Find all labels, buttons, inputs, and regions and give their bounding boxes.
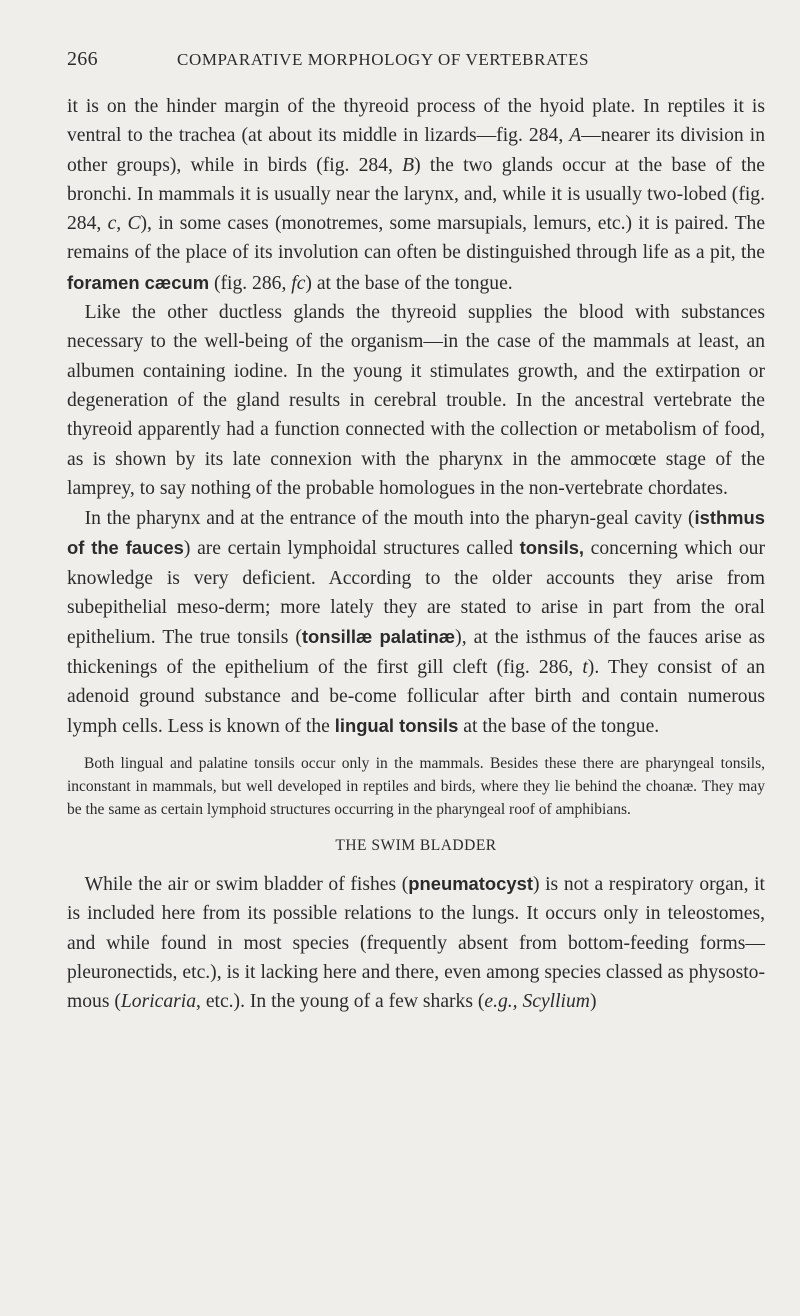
main-text — [67, 92, 765, 742]
term-lingual-tonsils: lingual tonsils — [334, 715, 459, 737]
paragraph-thyreoid-function: Like the other ductless glands the thyreoid supplies the blood with substances necessary to the well-being of the organism—in the case of the mammals at least, an albumen containing iodine. In the young it stimulates growth, and the extirpation or degeneration of the gland results in cerebral trouble. In the ancestral vertebrate the thyreoid apparently had a function connected with the collection or metabolism of food, as is shown by its late connexion with the pharynx in the ammocœte stage of the lamprey, to say nothing of the probable homologues in the non-vertebrate chordates. — [67, 302, 765, 499]
text-run: ) are certain lymphoidal structures called — [183, 538, 520, 560]
text-run: it is on the hinder margin of the thyreoid process of the hyoid plate. In reptiles it is ventral to the trachea (at about its middle in lizards—fig. 284, — [67, 96, 765, 147]
text-run: (fig. 286, — [209, 272, 292, 294]
figure-label: fc — [291, 272, 306, 294]
text-run: —nearer its division in other groups), while in birds (fig. 284, — [67, 125, 766, 176]
text-run: ), at the isthmus of the fauces arise as thickenings of the epithelium of the first gill cleft (fig. 286, — [67, 627, 766, 678]
book-page — [67, 36, 765, 1017]
text-run: ) is not a respiratory organ, it is included here from its possible relations to the lungs. It occurs only in teleostomes, and while found in most species (frequently absent from bottom-feeding forms—pleuronectids, etc.), is it lacking here and there, even among species classed as physosto-mous ( — [67, 874, 765, 1013]
term-tonsils: tonsils, — [519, 537, 585, 559]
paragraph-swim-bladder — [67, 869, 765, 1016]
figure-label: A — [569, 125, 582, 147]
term-foramen-caecum: foramen cæcum — [67, 271, 210, 293]
term-isthmus-of-fauces: isthmus of the fauces — [67, 507, 765, 559]
figure-label: c, C — [107, 213, 141, 235]
text-run: ) at the base of the tongue. — [305, 272, 513, 294]
figure-label: B — [402, 154, 415, 176]
text-run: ) — [589, 991, 597, 1013]
text-run: at the base of the tongue. — [458, 716, 660, 738]
text-run: ) the two glands occur at the base of the bronchi. In mammals it is usually near the larynx, and, while it is usually two-lobed (fig. 284, — [67, 154, 766, 235]
text-run: , etc.). In the young of a few sharks ( — [196, 991, 485, 1013]
genus-name: Loricaria — [120, 991, 197, 1013]
text-run: ). They consist of an adenoid ground substance and be-come follicular after birth and contain numerous lymph cells. Less is known of the — [67, 656, 765, 738]
paragraph-tonsils — [67, 503, 765, 741]
running-head — [67, 36, 765, 76]
section-heading: THE SWIM BLADDER — [335, 837, 497, 855]
running-title: COMPARATIVE MORPHOLOGY OF VERTEBRATES — [177, 50, 590, 69]
text-run: ), in some cases (monotremes, some marsupials, lemurs, etc.) it is paired. The remains of the place of its involution can often be distinguished through life as a pit, the — [67, 213, 766, 264]
genus-name: e.g., Scyllium — [484, 991, 590, 1013]
swim-bladder-text — [67, 869, 765, 1016]
term-tonsillae-palatinae: tonsillæ palatinæ — [301, 626, 456, 648]
small-print-note: Both lingual and palatine tonsils occur only in the mammals. Besides these there are pharyngeal tonsils, inconstant in mammals, but well developed in reptiles and birds, where they lie behind the choanæ. They may be the same as certain lymphoid structures occurring in the pharyngeal roof of amphibians. — [67, 754, 765, 818]
figure-label: t — [582, 656, 588, 678]
term-pneumatocyst: pneumatocyst — [408, 873, 533, 895]
text-run: While the air or swim bladder of fishes ( — [84, 874, 409, 896]
page-number: 266 — [67, 48, 98, 70]
text-run: In the pharynx and at the entrance of the mouth into the pharyn-geal cavity ( — [84, 508, 695, 530]
paragraph-thyreoid-position — [67, 92, 765, 298]
text-run: concerning which our knowledge is very deficient. According to the older accounts they arise from subepithelial meso-derm; more lately they are stated to arise in part from the oral epithelium. The true tonsils ( — [67, 538, 765, 649]
